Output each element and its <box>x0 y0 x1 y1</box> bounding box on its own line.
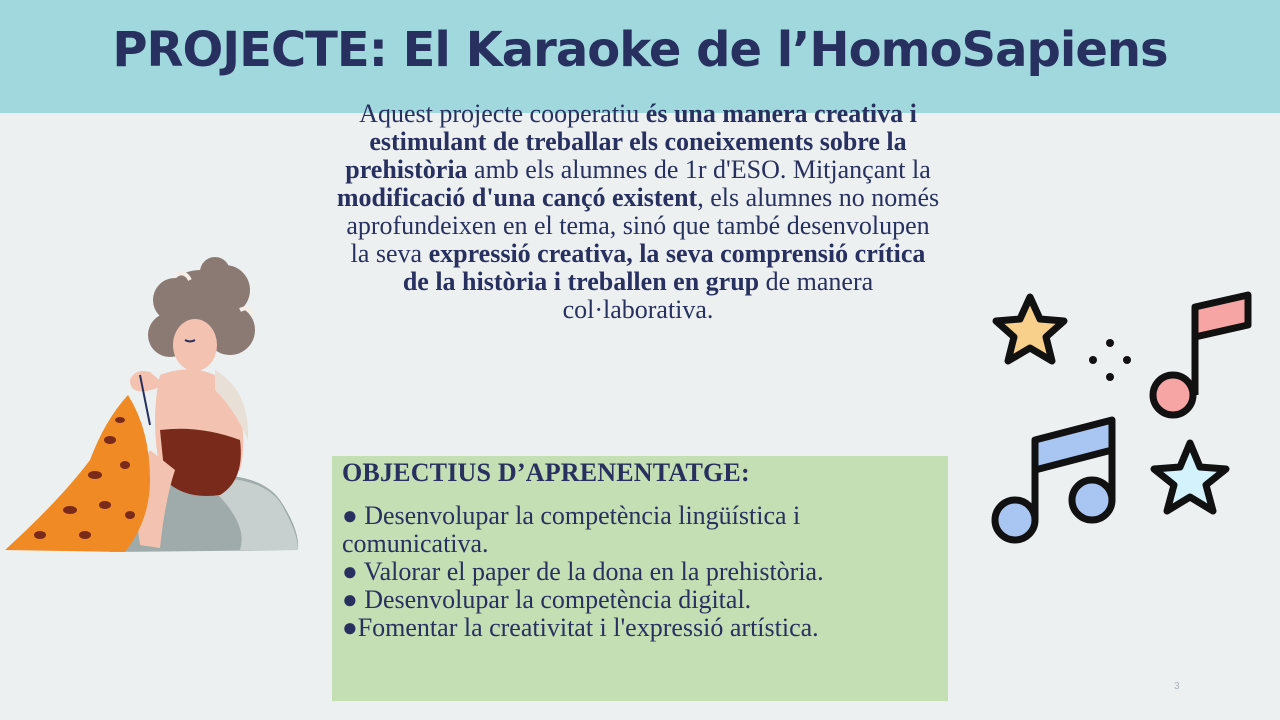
objective-item: ● Desenvolupar la competència lingüística i comunicativa. <box>342 501 801 558</box>
intro-paragraph <box>336 100 940 324</box>
objectives-list <box>342 502 938 642</box>
intro-emphasis: és una manera creativa i estimulant de treballar els coneixements sobre la prehistòria <box>345 99 917 184</box>
slide-title: PROJECTE: El Karaoke de l’HomoSapiens <box>112 22 1168 78</box>
star-icon <box>1154 443 1226 511</box>
sparkle-icon <box>1089 339 1131 381</box>
intro-text: , els alumnes no només aprofundeixen en el tema, sinó que també desenvolupen la seva <box>346 183 940 268</box>
objective-item: ● Desenvolupar la competència digital. <box>342 585 752 614</box>
intro-text: Aquest projecte cooperatiu <box>359 99 646 128</box>
star-icon <box>996 297 1064 361</box>
music-note-icon <box>1153 295 1248 415</box>
objectives-heading: OBJECTIUS D’APRENENTATGE: <box>342 458 750 487</box>
music-note-icon <box>995 420 1112 540</box>
page-number: 3 <box>1174 681 1180 692</box>
leopard-cloth-shape <box>5 395 150 552</box>
cavewoman-illustration <box>0 250 310 560</box>
objective-item: ● Valorar el paper de la dona en la prehistòria. <box>342 557 824 586</box>
intro-text: de manera col·laborativa. <box>562 267 874 324</box>
intro-emphasis: expressió creativa, la seva comprensió crítica de la història i treballen en grup <box>402 239 926 296</box>
objectives-box <box>332 456 948 701</box>
intro-text: amb els alumnes de 1r d'ESO. Mitjançant la <box>467 155 931 184</box>
music-decoration <box>990 285 1260 555</box>
objective-item: ●Fomentar la creativitat i l'expressió artística. <box>342 613 819 642</box>
intro-emphasis: modificació d'una cançó existent <box>336 183 698 212</box>
clothing-shape <box>160 429 241 496</box>
